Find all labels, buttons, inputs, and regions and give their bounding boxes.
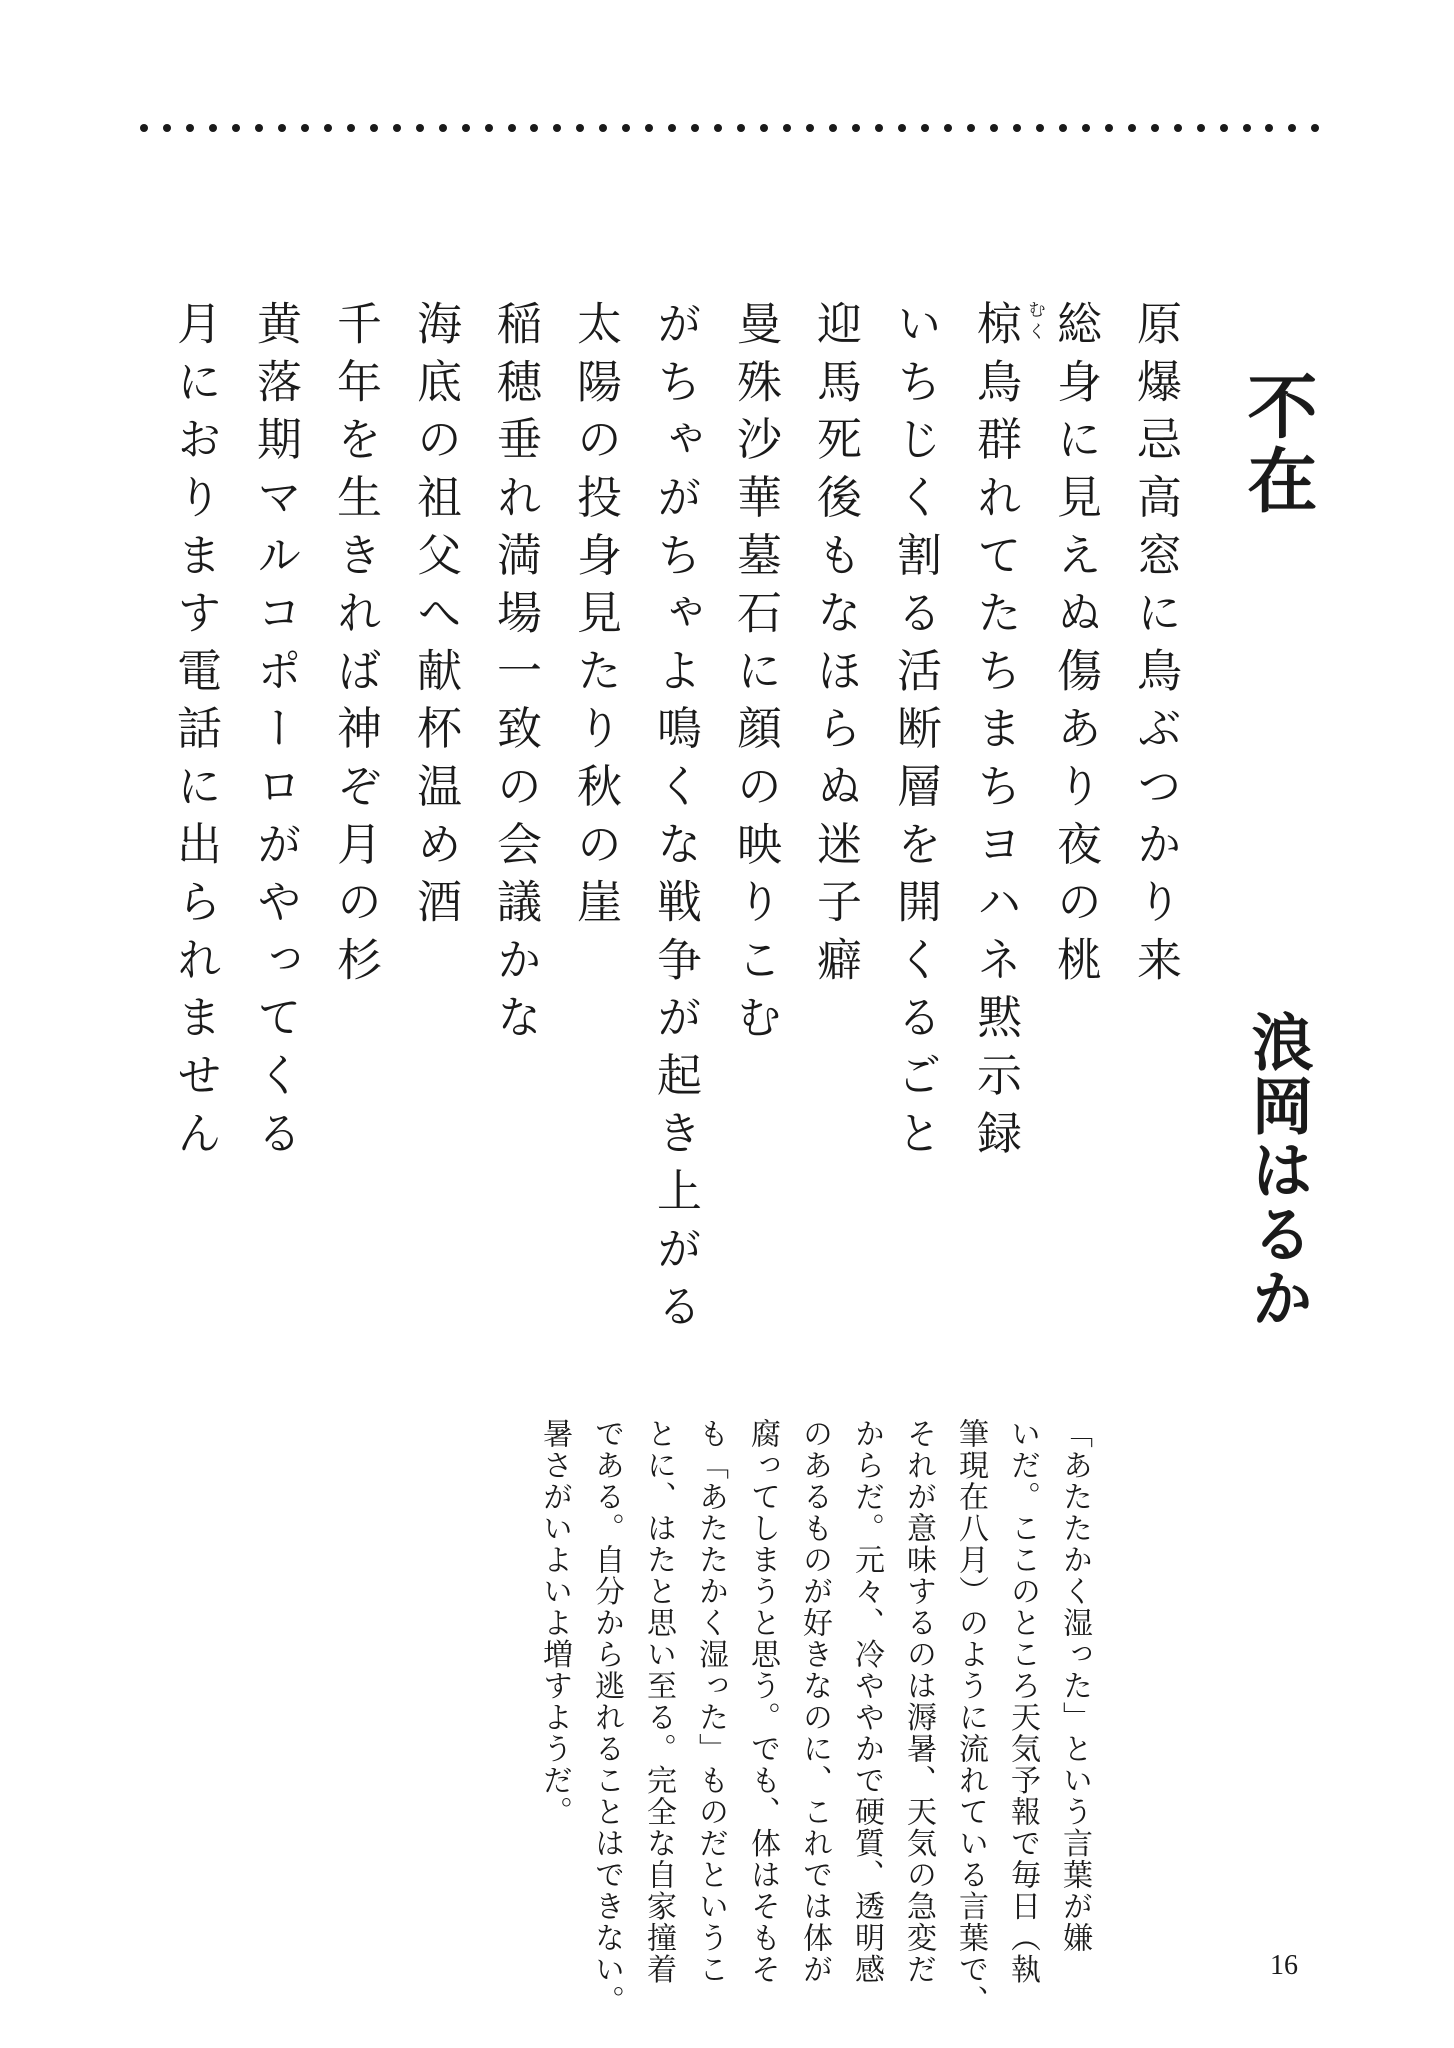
essay-line: 筆現在八月）のように流れている言葉で、 xyxy=(953,1418,988,2017)
haiku-line: 総身に見えぬ傷あり夜の桃 xyxy=(1049,300,1102,994)
divider-dot xyxy=(301,124,309,132)
divider-dot xyxy=(278,124,286,132)
essay-line: からだ。元々、冷ややかで硬質、透明感 xyxy=(849,1418,884,1985)
divider-dot xyxy=(1243,124,1251,132)
divider-dot xyxy=(393,124,401,132)
divider-dot xyxy=(530,124,538,132)
divider-dot xyxy=(990,124,998,132)
divider-dot xyxy=(1197,124,1205,132)
divider-dot xyxy=(1151,124,1159,132)
essay-text xyxy=(537,1418,1100,2017)
divider-dot xyxy=(668,124,676,132)
dotted-divider xyxy=(140,116,1320,140)
divider-dot xyxy=(852,124,860,132)
divider-dot xyxy=(645,124,653,132)
ruby-base: 椋 むく xyxy=(969,300,1046,358)
divider-dot xyxy=(875,124,883,132)
haiku-line: 海底の祖父へ献杯温め酒 xyxy=(409,300,462,936)
essay-line: である。自分から逃れることはできない。 xyxy=(589,1418,624,2017)
haiku-line: 原爆忌高窓に鳥ぶつかり来 xyxy=(1129,300,1182,994)
divider-dot xyxy=(1128,124,1136,132)
divider-dot xyxy=(783,124,791,132)
haiku-line: 曼殊沙華墓石に顔の映りこむ xyxy=(729,300,782,1052)
divider-dot xyxy=(1288,124,1296,132)
divider-dot xyxy=(829,124,837,132)
haiku-line: 迎馬死後もなほらぬ迷子癖 xyxy=(809,300,862,994)
haiku-list xyxy=(140,300,1182,1341)
divider-dot xyxy=(186,124,194,132)
divider-dot xyxy=(691,124,699,132)
haiku-line: 稲穂垂れ満場一致の会議かな xyxy=(489,300,542,1052)
divider-dot xyxy=(576,124,584,132)
essay-line: も「あたたかく湿った」ものだというこ xyxy=(693,1418,728,1985)
haiku-line: いちじく割る活断層を開くるごと xyxy=(889,300,942,1167)
divider-dot xyxy=(1036,124,1044,132)
divider-dot xyxy=(1220,124,1228,132)
essay-line: とに、はたと思い至る。完全な自家撞着 xyxy=(641,1418,676,1985)
haiku-line: がちゃがちゃよ鳴くな戦争が起き上がる xyxy=(649,300,702,1341)
poem-title: 不在 xyxy=(1236,370,1319,518)
divider-dot xyxy=(553,124,561,132)
haiku-line-with-ruby xyxy=(969,300,1046,1168)
haiku-line: 千年を生きれば神ぞ月の杉 xyxy=(329,300,382,994)
divider-dot xyxy=(1082,124,1090,132)
divider-dot xyxy=(737,124,745,132)
essay-line: 「あたたかく湿った」という言葉が嫌 xyxy=(1057,1418,1092,1954)
divider-dot xyxy=(462,124,470,132)
divider-dot xyxy=(760,124,768,132)
divider-dot xyxy=(1265,124,1273,132)
essay-line: それが意味するのは溽暑、天気の急変だ xyxy=(901,1418,936,1985)
essay-line: いだ。ここのところ天気予報で毎日（執 xyxy=(1005,1418,1040,1985)
divider-dot xyxy=(622,124,630,132)
divider-dot xyxy=(898,124,906,132)
divider-dot xyxy=(1059,124,1067,132)
essay-line: 暑さがいよいよ増すようだ。 xyxy=(537,1418,572,1828)
essay-line: 腐ってしまうと思う。でも、体はそもそ xyxy=(745,1418,780,1985)
divider-dot xyxy=(1105,124,1113,132)
essay-line: のあるものが好きなのに、これでは体が xyxy=(797,1418,832,1985)
haiku-line: 太陽の投身見たり秋の崖 xyxy=(569,300,622,936)
divider-dot xyxy=(508,124,516,132)
haiku-line-rest: 鳥群れてたちまちヨハネ黙示録 xyxy=(969,357,1022,1168)
divider-dot xyxy=(1174,124,1182,132)
divider-dot xyxy=(714,124,722,132)
divider-dot xyxy=(921,124,929,132)
divider-dot xyxy=(439,124,447,132)
divider-dot xyxy=(163,124,171,132)
haiku-line: 月におります電話に出られません xyxy=(169,300,222,1167)
divider-dot xyxy=(967,124,975,132)
divider-dot xyxy=(324,124,332,132)
divider-dot xyxy=(209,124,217,132)
page-number: 16 xyxy=(1270,1950,1298,1981)
divider-dot xyxy=(140,124,148,132)
divider-dot xyxy=(1013,124,1021,132)
ruby-reading: むく xyxy=(1025,300,1046,344)
divider-dot xyxy=(347,124,355,132)
divider-dot xyxy=(1311,124,1319,132)
divider-dot xyxy=(416,124,424,132)
divider-dot xyxy=(599,124,607,132)
divider-dot xyxy=(944,124,952,132)
divider-dot xyxy=(255,124,263,132)
haiku-line: 黄落期マルコポーロがやってくる xyxy=(249,300,302,1167)
divider-dot xyxy=(370,124,378,132)
divider-dot xyxy=(806,124,814,132)
author-name: 浪岡はるか xyxy=(1241,1010,1314,1330)
divider-dot xyxy=(485,124,493,132)
divider-dot xyxy=(232,124,240,132)
